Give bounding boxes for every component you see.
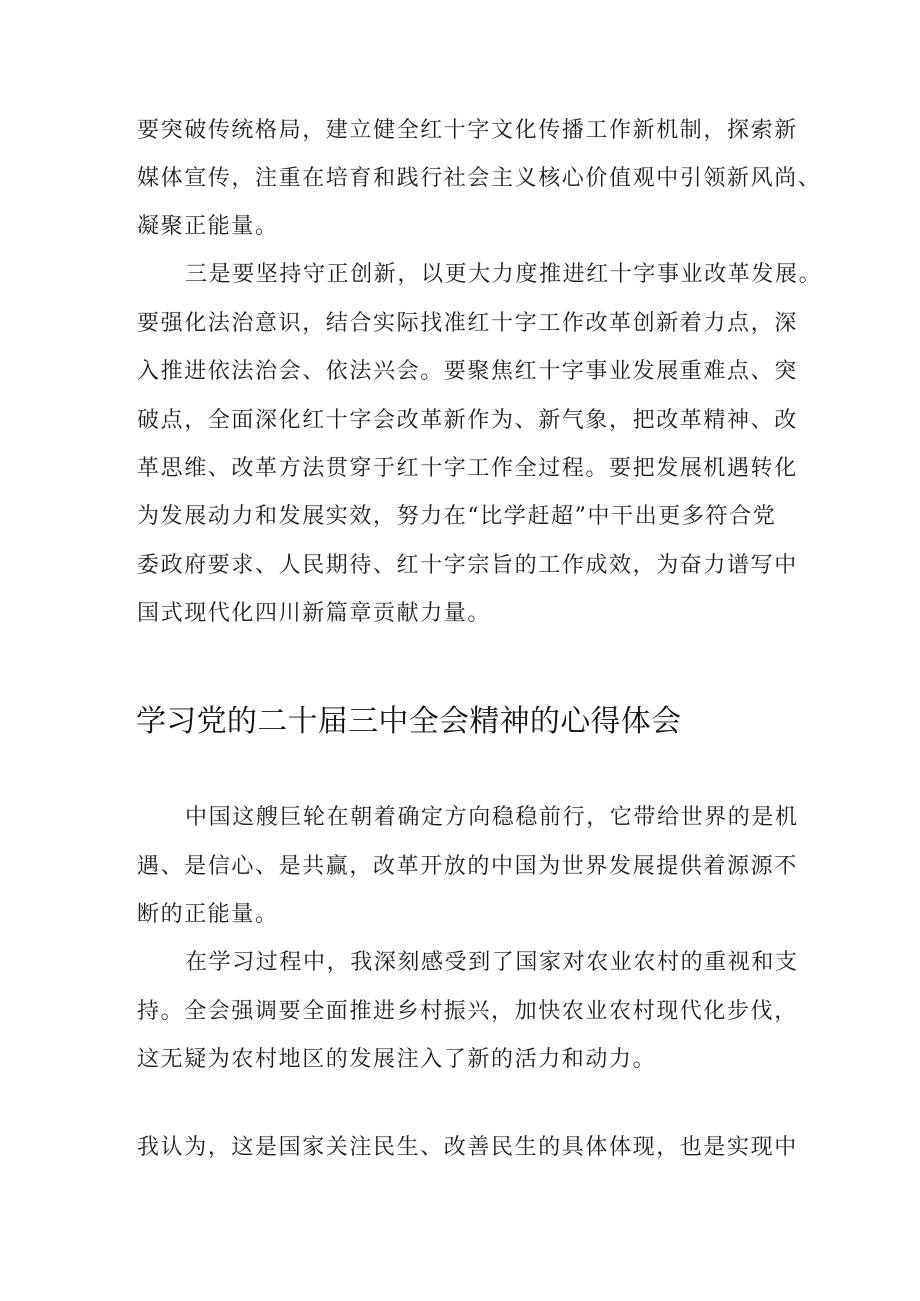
paragraph-opinion-line-1: 我认为，这是国家关注民生、改善民生的具体体现，也是实现中 [137, 1135, 798, 1160]
paragraph-three-line-8: 国式现代化四川新篇章贡献力量。 [137, 601, 492, 626]
paragraph-three-line-2: 要强化法治意识，结合实际找准红十字工作改革创新着力点，深 [137, 311, 798, 336]
paragraph-top-line-2: 媒体宣传，注重在培育和践行社会主义核心价值观中引领新风尚、 [137, 166, 822, 191]
paragraph-learning-line-2: 持。全会强调要全面推进乡村振兴，加快农业农村现代化步伐， [137, 999, 798, 1024]
paragraph-three-line-3: 入推进依法治会、依法兴会。要聚焦红十字事业发展重难点、突 [137, 359, 798, 384]
paragraph-three-line-6: 为发展动力和发展实效，努力在“比学赶超”中干出更多符合党 [137, 504, 777, 529]
paragraph-top-line-3: 凝聚正能量。 [137, 214, 279, 239]
paragraph-learning-line-1: 在学习过程中，我深刻感受到了国家对农业农村的重视和支 [185, 950, 799, 975]
section-title: 学习党的二十届三中全会精神的心得体会 [136, 704, 682, 739]
paragraph-top-line-1: 要突破传统格局，建立健全红十字文化传播工作新机制，探索新 [137, 118, 798, 143]
paragraph-three-line-1: 三是要坚持守正创新，以更大力度推进红十字事业改革发展。 [185, 262, 823, 287]
paragraph-china-line-2: 遇、是信心、是共赢，改革开放的中国为世界发展提供着源源不 [137, 854, 798, 879]
paragraph-three-line-7: 委政府要求、人民期待、红十字宗旨的工作成效，为奋力谱写中 [137, 553, 798, 578]
paragraph-china-line-1: 中国这艘巨轮在朝着确定方向稳稳前行，它带给世界的是机 [185, 805, 799, 830]
paragraph-three-line-4: 破点，全面深化红十字会改革新作为、新气象，把改革精神、改 [137, 408, 798, 433]
paragraph-three-line-5: 革思维、改革方法贯穿于红十字工作全过程。要把发展机遇转化 [137, 456, 798, 481]
paragraph-china-line-3: 断的正能量。 [137, 902, 279, 927]
paragraph-learning-line-3: 这无疑为农村地区的发展注入了新的活力和动力。 [137, 1047, 657, 1072]
